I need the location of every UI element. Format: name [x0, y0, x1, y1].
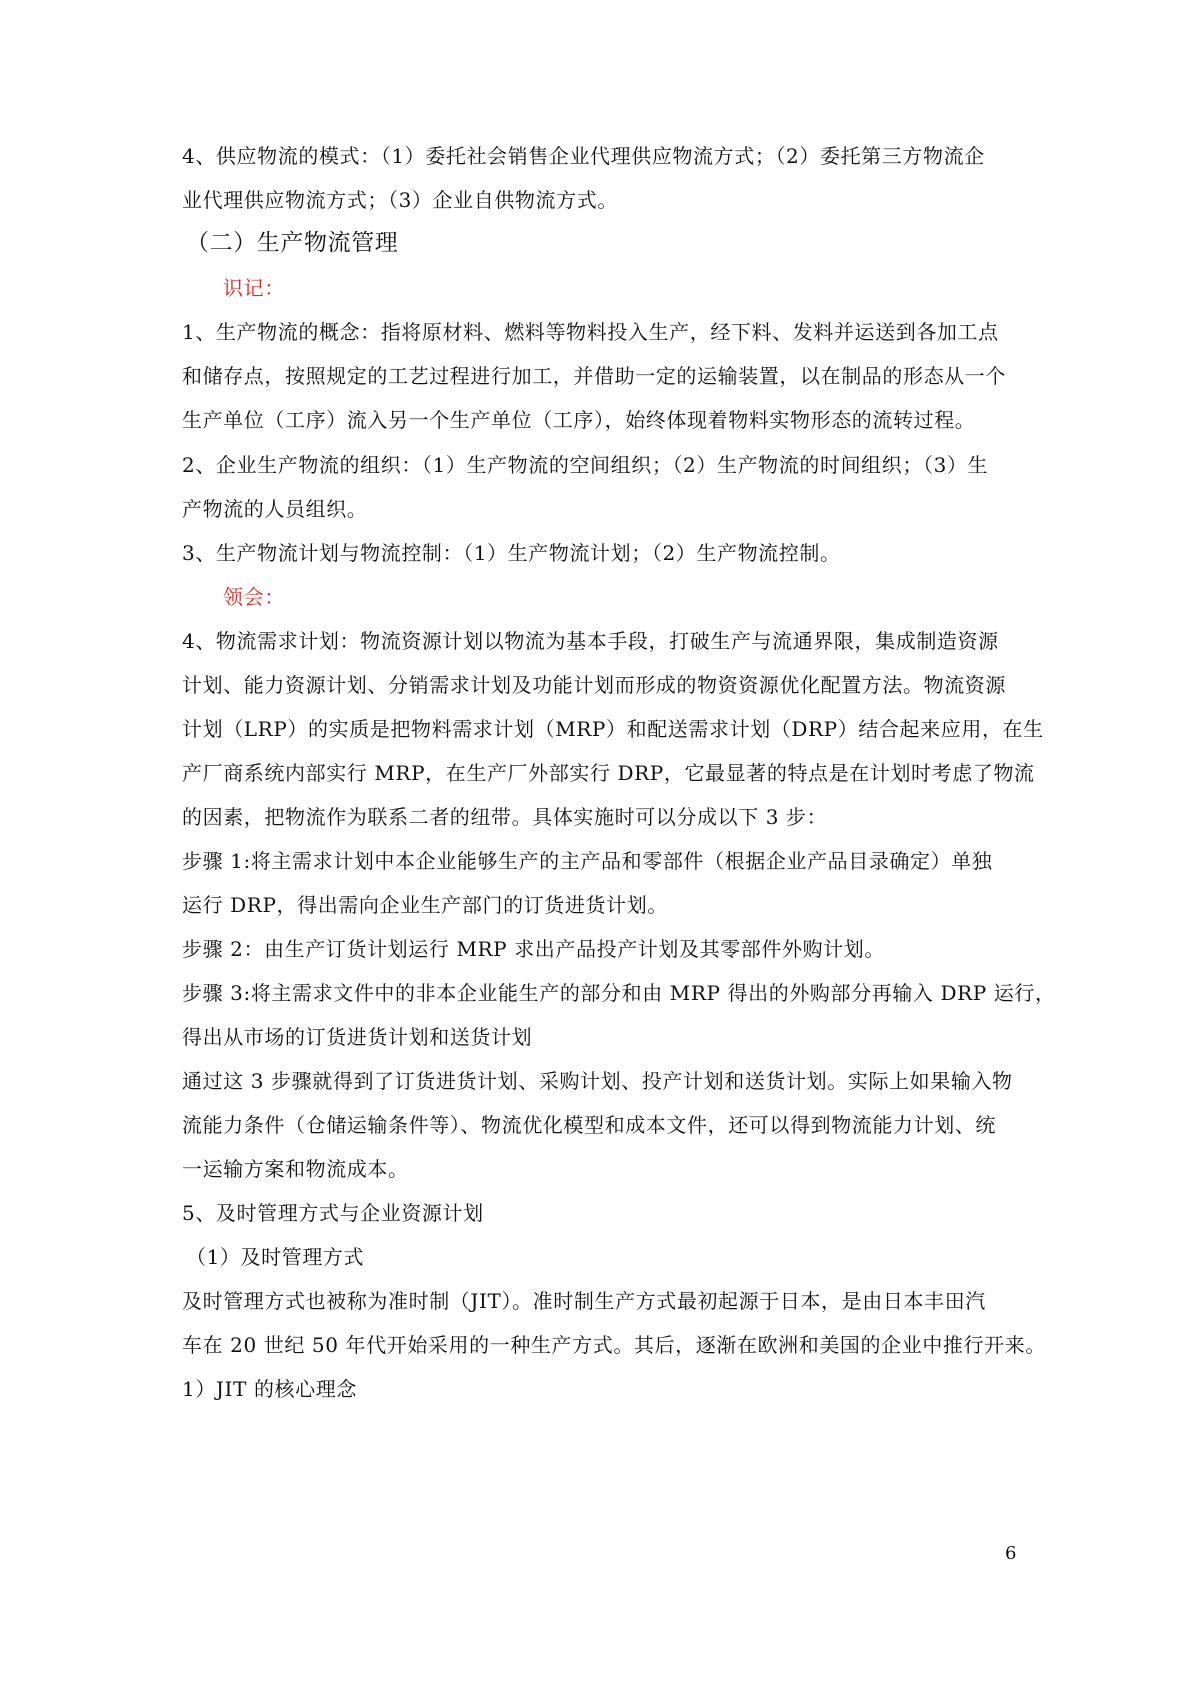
- paragraph-line-concept-3: 生产单位（工序）流入另一个生产单位（工序），始终体现着物料实物形态的流转过程。: [182, 408, 976, 432]
- paragraph-line-supply-mode-1: 4、供应物流的模式：（1）委托社会销售企业代理供应物流方式；（2）委托第三方物流企: [182, 144, 985, 168]
- paragraph-line-lrp-5: 的因素，把物流作为联系二者的纽带。具体实施时可以分成以下 3 步：: [182, 805, 828, 829]
- paragraph-line-jit-subheading: （1）及时管理方式: [186, 1245, 365, 1269]
- paragraph-line-result-3: 一运输方案和物流成本。: [182, 1157, 409, 1181]
- paragraph-line-organization-2: 产物流的人员组织。: [182, 497, 368, 521]
- paragraph-line-organization-1: 2、企业生产物流的组织：（1）生产物流的空间组织；（2）生产物流的时间组织；（3）生: [182, 453, 989, 477]
- paragraph-line-jit-1: 及时管理方式也被称为准时制（JIT）。准时制生产方式最初起源于日本，是由日本丰田汽: [182, 1289, 986, 1313]
- paragraph-line-step3-2: 得出从市场的订货进货计划和送货计划: [182, 1025, 533, 1049]
- paragraph-line-lrp-3: 计划（LRP）的实质是把物料需求计划（MRP）和配送需求计划（DRP）结合起来应用，在生: [182, 717, 1044, 741]
- paragraph-line-result-2: 流能力条件（仓储运输条件等）、物流优化模型和成本文件，还可以得到物流能力计划、统: [182, 1113, 996, 1137]
- paragraph-line-concept-1: 1、生产物流的概念：指将原材料、燃料等物料投入生产，经下料、发料并运送到各加工点: [182, 320, 999, 344]
- paragraph-line-jit-2: 车在 20 世纪 50 年代开始采用的一种生产方式。其后，逐渐在欧洲和美国的企业中推行开来。: [182, 1333, 1046, 1357]
- paragraph-line-plan-control: 3、生产物流计划与物流控制：（1）生产物流计划；（2）生产物流控制。: [182, 541, 841, 565]
- paragraph-line-step1-1: 步骤 1:将主需求计划中本企业能够生产的主产品和零部件（根据企业产品目录确定）单独: [182, 849, 993, 873]
- paragraph-line-step3-1: 步骤 3:将主需求文件中的非本企业能生产的部分和由 MRP 得出的外购部分再输入 DRP 运行，: [182, 981, 1056, 1005]
- paragraph-line-lrp-2: 计划、能力资源计划、分销需求计划及功能计划而形成的物资资源优化配置方法。物流资源: [182, 673, 1006, 697]
- section-heading-production-logistics: （二）生产物流管理: [186, 230, 399, 256]
- label-understand: 领会：: [223, 585, 285, 609]
- label-memorize: 识记：: [223, 276, 285, 300]
- paragraph-line-jit-core-concept: 1）JIT 的核心理念: [182, 1377, 357, 1401]
- paragraph-line-jit-erp-heading: 5、及时管理方式与企业资源计划: [182, 1201, 484, 1225]
- paragraph-line-lrp-1: 4、物流需求计划：物流资源计划以物流为基本手段，打破生产与流通界限，集成制造资源: [182, 629, 999, 653]
- paragraph-line-step1-2: 运行 DRP，得出需向企业生产部门的订货进货计划。: [182, 893, 668, 917]
- paragraph-line-result-1: 通过这 3 步骤就得到了订货进货计划、采购计划、投产计划和送货计划。实际上如果输入物: [182, 1069, 1013, 1093]
- paragraph-line-concept-2: 和储存点，按照规定的工艺过程进行加工，并借助一定的运输装置，以在制品的形态从一个: [182, 364, 1006, 388]
- paragraph-line-supply-mode-2: 业代理供应物流方式；（3）企业自供物流方式。: [182, 188, 618, 212]
- page-number: 6: [1005, 1543, 1017, 1564]
- paragraph-line-lrp-4: 产厂商系统内部实行 MRP，在生产厂外部实行 DRP，它最显著的特点是在计划时考虑了物流: [182, 761, 1035, 785]
- paragraph-line-step2: 步骤 2：由生产订货计划运行 MRP 求出产品投产计划及其零部件外购计划。: [182, 937, 885, 961]
